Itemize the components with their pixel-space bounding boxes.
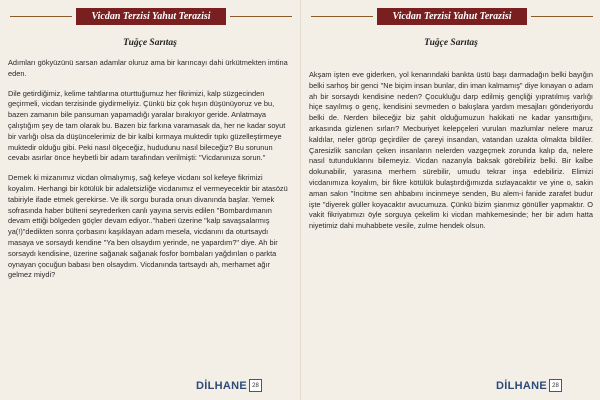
issue-number-badge: 28 — [549, 379, 562, 392]
right-page — [300, 0, 600, 400]
header-rule-left — [311, 16, 373, 17]
paragraph: Akşam işten eve giderken, yol kenarındaki bankta üstü başı darmadağın belki bayığın belki sarhoş bir genci "Ne biçim insan bunlar, din iman kalmamış" diye kınayan o adam ah bir sorsaydı kendisine neden? Çocukluğu darp edilmiş gençliği yıpratılmış varlığı hiçe sayılmış o genç, kendisini sevmeden o bakışlara yardım mesajları gönderiyordu belki de. Nerden bileceğiz biz şahit olduğumuzun hakikati ne kadar yansıttığını, arkasında gizlenen sırları? Mecburiyet kelepçeleri vurulan mazlumlar nelere maruz kaldılar, neler görüp geçirdiler de çareyi insandan, vatandan uzakta olmakta bildiler. Çaresizlik sancıları çeken insanların nelerden vazgeçmek zorunda kalıp da, nelere nasıl tutunduklarını bilemeyiz. Vicdan nazarıyla baksak görebiliriz belki. Bir kalbe dokunabilir, yarasına merhem sürebilir, umudu tekrar inşa edebiliriz. Elimizi vicdanımıza koyalım, bir fikre kötülük bulaştırdığımızda sızlayacaktır ve yine o, sakin aman sakın "İncitme sen ahbabını incinmeye senden, Bu alem-i fanide zarafet budur işte "diyerek güller koyacaktır avucumuza. Çünkü bizim şiarımız gönüller yapmaktır. O vakit fikriyatımızı öyle sorguya çekelim ki vicdan mahkemesinde; her bir adım hatta niyetimiz dahi muhabbete vesile, zulme hendek olsun. — [309, 70, 593, 231]
logo-text: DİLHANE — [196, 379, 247, 392]
header-rule-right — [531, 16, 593, 17]
logo-text: DİLHANE — [496, 379, 547, 392]
paragraph: Adımları gökyüzünü sarsan adamlar oluruz ama bir karıncayı dahi ürkütmekten imtina eden. — [8, 58, 288, 78]
paragraph: Demek ki mizanımız vicdan olmalıymış, sağ kefeye vicdanı sol kefeye fikrimizi koyalım. Herhangi bir kötülük bir adaletsizliğe vicdanımız el vermeyecektir bir atasözü tabiriyle ifade etmek gerekirse. Ve ilk sorgu burada onun divanında başlar. Yemek sofrasında haber bülteni seyrederken canlı yayına servis edilen "Bombardımanın devam ettiği bölgeden göçler devam ediyor.."haberi üzerine "kalp savaşsalarmış ya(!)"dedikten sonra çorbasını kaşıklayan adam mesela, vicdanını da oturtsaydı masaya ve sorsaydı kendine "Ya ben olsaydım yerinde, ne yapardım?" diye. Ah bir sorsaydı kendisine, üzerine sağanak sağanak fosfor bombaları yağdırılan o parkta oynayan çocuğun babası ben olsaydım. Vicdanında tartsaydı ah, merhamet ağır gelmez miydi? — [8, 173, 288, 280]
article-body — [309, 70, 593, 241]
author-name: Tuğçe Sarıtaş — [424, 38, 478, 48]
author-name: Tuğçe Sarıtaş — [123, 38, 177, 48]
header-banner: Vicdan Terzisi Yahut Terazisi — [76, 8, 226, 25]
issue-number-badge: 28 — [249, 379, 262, 392]
publisher-logo — [196, 379, 262, 392]
header-rule-right — [230, 16, 292, 17]
header-rule-left — [10, 16, 72, 17]
publisher-logo — [496, 379, 562, 392]
header-banner: Vicdan Terzisi Yahut Terazisi — [377, 8, 527, 25]
article-body — [8, 58, 292, 290]
paragraph: Dile getirdiğimiz, kelime tahtlarına oturttuğumuz her fikrimizi, kalp süzgecinden geçirmeli, vicdan terzisinde giydirmeliyiz. Çünkü biz çok hışın düşünüyoruz ve bu, bazen zamanın bile pansuman yapamadığı yaralar bırakıyor geride. Anlatmaya çalıştığım şey de tam olarak bu. Bazen biz farkına varamasak da, her ne kadar soyut bir varlığı olsa da düşüncelerimiz de bir kalbi kırmaya muktedir tıpkı güzelleştirmeye muktedir olduğu gibi. Peki nasıl ölçeceğiz, hududunu nasıl bileceğiz? Bu sorunun cevabı asırlar önce heybetli bir adam tarafından verilmişti: "Vicdanınıza sorun." — [8, 88, 286, 163]
